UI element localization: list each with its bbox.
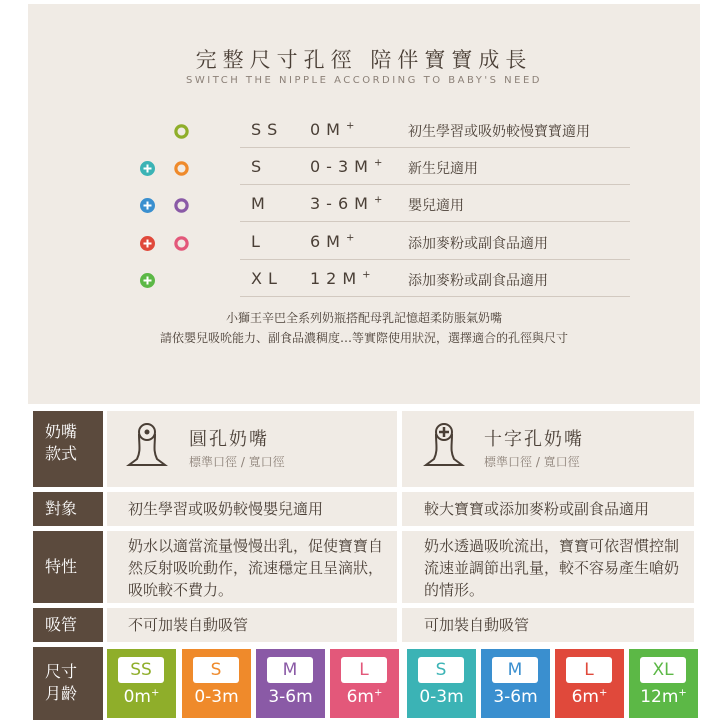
round-nipple-icon — [125, 421, 169, 473]
round-straw-text: 不可加裝自動吸管 — [128, 616, 249, 634]
size-desc: 新生兒適用 — [408, 161, 478, 177]
size-age-plus: + — [373, 194, 383, 206]
note-line-2: 請依嬰兒吸吮能力、副食品濃稠度…等實際使用狀況，選擇適合的孔徑與尺寸 — [159, 331, 568, 345]
cross-target-cell — [402, 492, 694, 526]
size-row — [140, 149, 630, 185]
size-age-plus: + — [373, 157, 383, 169]
size-code: XL — [251, 269, 283, 288]
size-row — [140, 261, 630, 297]
badge-code: M — [267, 657, 313, 683]
size-badge — [629, 649, 698, 718]
size-desc: 初生學習或吸奶較慢寶寶適用 — [408, 124, 590, 140]
cross-straw-text: 可加裝自動吸管 — [424, 616, 530, 634]
round-hole-icon — [174, 161, 189, 176]
row-header-feature: 特性 — [33, 531, 103, 603]
note-line-1: 小獅王辛巴全系列奶瓶搭配母乳記憶超柔防脹氣奶嘴 — [225, 311, 502, 325]
size-code: SS — [251, 120, 284, 139]
round-hole-icon — [174, 198, 189, 213]
round-nipple-title: 圓孔奶嘴 — [189, 429, 269, 450]
round-nipple-sub: 標準口徑 / 寬口徑 — [189, 455, 285, 469]
round-feature-text: 奶水以適當流量慢慢出乳，促使寶寶自然反射吸吮動作，流速穩定且呈滴狀，吸吮較不費力。 — [128, 537, 384, 599]
round-feature-cell — [107, 531, 397, 603]
round-target-cell — [107, 492, 397, 526]
badge-age — [407, 687, 476, 707]
size-age-value: 0M — [310, 120, 346, 139]
size-badge — [481, 649, 550, 718]
round-straw-cell — [107, 608, 397, 642]
row-divider — [240, 259, 630, 260]
row-header-size-age — [33, 647, 103, 720]
page-subtitle: SWITCH THE NIPPLE ACCORDING TO BABY'S NEED — [186, 75, 542, 86]
badge-age — [182, 687, 251, 707]
size-row — [140, 112, 630, 148]
row-header-target: 對象 — [33, 492, 103, 526]
cross-target-text: 較大寶寶或添加麥粉或副食品適用 — [424, 500, 650, 518]
row-divider — [240, 147, 630, 148]
size-badge — [182, 649, 251, 718]
badge-age — [330, 687, 399, 707]
round-hole-icon — [174, 236, 189, 251]
size-badge — [256, 649, 325, 718]
size-age-plus: + — [362, 269, 371, 281]
size-code: L — [251, 232, 266, 251]
badge-age-plus: + — [599, 687, 608, 699]
cross-hole-icon — [140, 236, 155, 251]
size-age-value: 0-3M — [310, 157, 374, 176]
size-age-plus: + — [345, 232, 355, 244]
size-age — [310, 157, 382, 176]
badge-code: L — [566, 657, 612, 683]
size-code: M — [251, 194, 271, 213]
row-header-style-text: 奶嘴 款式 — [45, 422, 78, 463]
badge-age-value: 6m — [346, 687, 374, 707]
badge-age — [256, 687, 325, 707]
size-desc: 添加麥粉或副食品適用 — [408, 273, 548, 289]
cross-straw-cell — [402, 608, 694, 642]
badge-age-plus: + — [678, 687, 687, 699]
round-hole-icon — [174, 124, 189, 139]
row-divider — [240, 221, 630, 222]
badge-age — [107, 687, 176, 707]
cross-feature-text: 奶水透過吸吮流出，寶寶可依習慣控制流速並調節出乳量，較不容易產生嗆奶的情形。 — [424, 537, 680, 599]
row-divider — [240, 296, 630, 297]
row-divider — [240, 184, 630, 185]
row-header-style — [33, 411, 103, 487]
size-age — [310, 194, 382, 213]
cross-hole-icon — [140, 161, 155, 176]
badge-age-value: 3-6m — [493, 687, 538, 707]
size-age — [310, 269, 371, 288]
badge-age — [481, 687, 550, 707]
badge-code: XL — [640, 657, 686, 683]
badge-code: S — [418, 657, 464, 683]
badge-code: SS — [118, 657, 164, 683]
cross-nipple-title: 十字孔奶嘴 — [484, 429, 584, 450]
round-target-text: 初生學習或吸奶較慢嬰兒適用 — [128, 500, 324, 518]
badge-age-plus: + — [151, 687, 160, 699]
badge-age-value: 0-3m — [194, 687, 239, 707]
size-desc: 添加麥粉或副食品適用 — [408, 236, 548, 252]
size-age — [310, 232, 354, 251]
size-age — [310, 120, 354, 139]
size-row — [140, 224, 630, 260]
row-header-straw: 吸管 — [33, 608, 103, 642]
page-title: 完整尺寸孔徑 陪伴寶寶成長 — [195, 48, 533, 72]
cross-hole-icon — [140, 198, 155, 213]
cross-nipple-cell — [402, 411, 694, 487]
badge-age-value: 3-6m — [268, 687, 313, 707]
size-age-plus: + — [345, 120, 355, 132]
badge-age — [555, 687, 624, 707]
badge-age-value: 0-3m — [419, 687, 464, 707]
badge-age-value: 6m — [571, 687, 599, 707]
size-badge — [555, 649, 624, 718]
cross-hole-icon — [140, 273, 155, 288]
cross-nipple-icon — [422, 421, 466, 473]
badge-code: S — [193, 657, 239, 683]
row-header-size-age-text: 尺寸 月齡 — [45, 662, 78, 703]
size-badge — [107, 649, 176, 718]
badge-age-value: 0m — [123, 687, 151, 707]
badge-code: L — [341, 657, 387, 683]
badge-age-value: 12m — [640, 687, 679, 707]
size-code: S — [251, 157, 268, 176]
badge-age — [629, 687, 698, 707]
size-badge — [330, 649, 399, 718]
badge-age-plus: + — [374, 687, 383, 699]
size-age-value: 3-6M — [310, 194, 374, 213]
size-desc: 嬰兒適用 — [408, 198, 464, 214]
size-age-value: 6M — [310, 232, 346, 251]
cross-nipple-sub: 標準口徑 / 寬口徑 — [484, 455, 580, 469]
size-guide-panel — [28, 4, 700, 404]
cross-feature-cell — [402, 531, 694, 603]
round-nipple-cell — [107, 411, 397, 487]
size-badge — [407, 649, 476, 718]
badge-code: M — [492, 657, 538, 683]
size-row — [140, 186, 630, 222]
size-age-value: 12M — [310, 269, 363, 288]
